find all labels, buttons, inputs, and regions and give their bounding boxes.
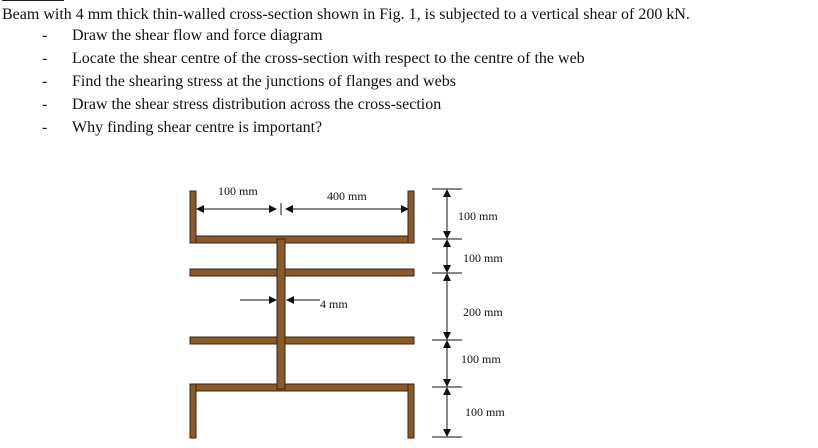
dim-top-width-label: 400 mm bbox=[327, 189, 367, 203]
bullet-dash: - bbox=[42, 50, 48, 67]
beam-members bbox=[190, 191, 414, 438]
top-right-lip bbox=[408, 191, 414, 243]
flange-3 bbox=[190, 337, 414, 344]
bullet-dash: - bbox=[42, 27, 48, 44]
task-text: Locate the shear centre of the cross-section with respect to the centre of the web bbox=[72, 50, 585, 67]
bullet-dash: - bbox=[42, 73, 48, 90]
dim-thickness-label: 4 mm bbox=[320, 297, 348, 311]
task-text: Draw the shear stress distribution across the cross-section bbox=[72, 96, 442, 113]
dim-vertical-label-3: 200 mm bbox=[463, 305, 503, 319]
top-dimensions bbox=[197, 203, 408, 215]
task-text: Why finding shear centre is important? bbox=[72, 119, 323, 136]
top-left-lip bbox=[190, 191, 196, 243]
dim-vertical-label-1: 100 mm bbox=[458, 209, 498, 223]
dim-vertical-label-4: 100 mm bbox=[461, 352, 501, 366]
bottom-right-lip bbox=[408, 384, 414, 438]
task-text: Find the shearing stress at the junctions of flanges and webs bbox=[72, 73, 456, 90]
bullet-dash: - bbox=[42, 96, 48, 113]
top-flange bbox=[190, 236, 414, 243]
bullet-dash: - bbox=[42, 119, 48, 136]
task-text: Draw the shear flow and force diagram bbox=[72, 27, 323, 44]
vertical-dimensions bbox=[432, 189, 462, 437]
problem-statement: Beam with 4 mm thick thin-walled cross-section shown in Fig. 1, is subjected to a vertical shear of 200 kN. bbox=[2, 6, 690, 23]
bottom-left-lip bbox=[190, 384, 196, 438]
dim-left-width-label: 100 mm bbox=[218, 184, 258, 198]
flange-2 bbox=[190, 269, 414, 276]
dim-vertical-label-2: 100 mm bbox=[463, 251, 503, 265]
bottom-flange bbox=[190, 384, 414, 391]
dim-vertical-label-5: 100 mm bbox=[465, 405, 505, 419]
web bbox=[277, 239, 285, 389]
